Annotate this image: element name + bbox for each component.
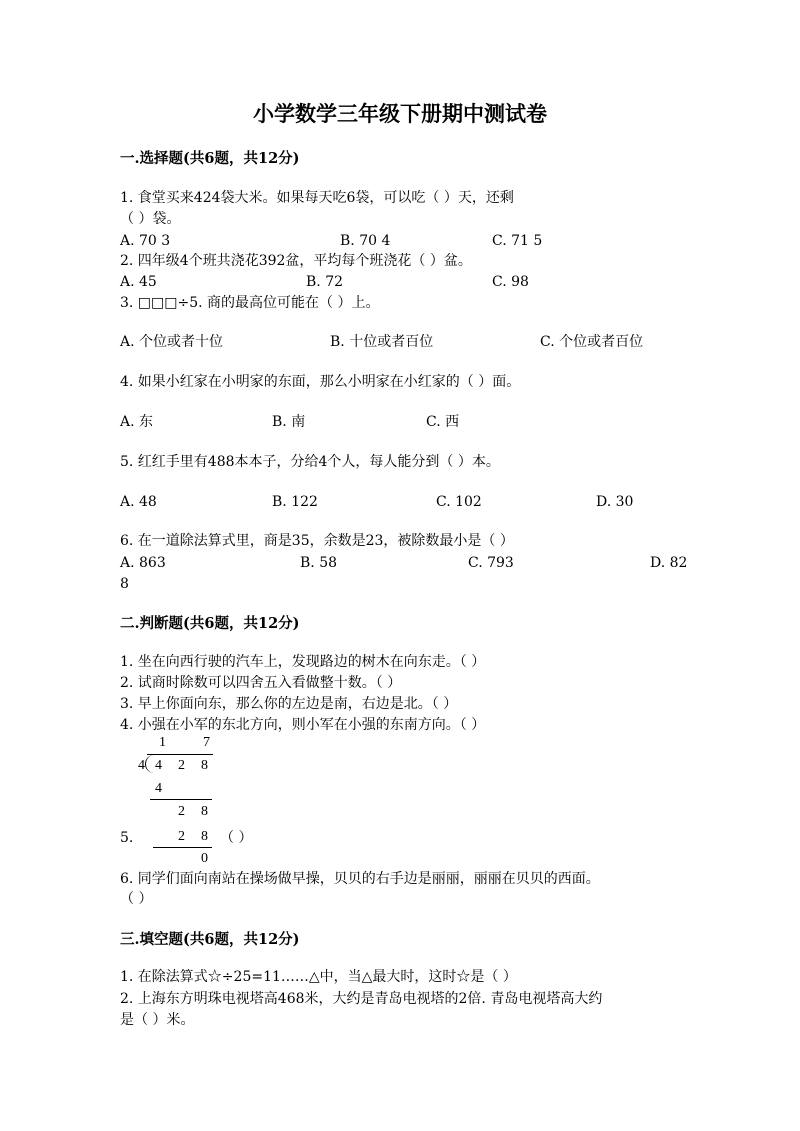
remainder: 0 xyxy=(201,851,208,866)
step3-digit-1: 2 xyxy=(178,829,185,844)
s1-q6-option-c: C. 793 xyxy=(468,555,514,571)
s1-q5-option-b: B. 122 xyxy=(272,494,318,510)
quotient-digit-1: 1 xyxy=(159,735,166,750)
s2-q5-number: 5. xyxy=(120,830,134,846)
s1-q4: 4. 如果小红家在小明家的东面，那么小明家在小红家的（ ）面。 xyxy=(120,374,521,390)
s1-q1-option-b: B. 70 4 xyxy=(340,233,391,249)
s1-q4-option-b: B. 南 xyxy=(272,414,306,430)
divisor: 4 xyxy=(138,758,145,773)
division-top-line xyxy=(147,754,213,755)
s1-q6: 6. 在一道除法算式里，商是35，余数是23，被除数最小是（ ） xyxy=(120,533,514,549)
s2-q3: 3. 早上你面向东，那么你的左边是南，右边是北。（ ） xyxy=(120,696,458,712)
s1-q1-line2: （ ）袋。 xyxy=(120,211,181,227)
s1-q5-option-c: C. 102 xyxy=(436,494,482,510)
s3-q2-line1: 2. 上海东方明珠电视塔高468米，大约是青岛电视塔的2倍. 青岛电视塔高大约 xyxy=(120,991,603,1007)
s3-q2-line2: 是（ ）米。 xyxy=(120,1012,195,1028)
s1-q5-option-d: D. 30 xyxy=(596,494,634,510)
s1-q6-option-a: A. 863 xyxy=(120,555,166,571)
s1-q4-option-c: C. 西 xyxy=(426,414,460,430)
dividend-digit-2: 2 xyxy=(178,758,185,773)
s1-q6-option-d-wrap: 8 xyxy=(120,576,129,592)
s1-q3-option-a: A. 个位或者十位 xyxy=(120,334,224,350)
division-line-1 xyxy=(150,799,212,800)
s1-q1-option-c: C. 71 5 xyxy=(492,233,543,249)
s3-q1: 1. 在除法算式☆÷25=11……△中，当△最大时，这时☆是（ ） xyxy=(120,969,517,985)
dividend-digit-1: 4 xyxy=(155,758,162,773)
s1-q6-option-d: D. 82 xyxy=(650,555,688,571)
section-1-heading: 一.选择题(共6题，共12分) xyxy=(120,150,300,167)
s1-q2-option-a: A. 45 xyxy=(120,274,157,290)
step2-digit-1: 2 xyxy=(178,804,185,819)
division-line-2 xyxy=(153,847,212,848)
s2-q5-paren: （ ） xyxy=(220,830,253,846)
section-3-heading: 三.填空题(共6题，共12分) xyxy=(120,931,300,948)
s1-q6-option-b: B. 58 xyxy=(300,555,338,571)
step1-digit: 4 xyxy=(155,781,162,796)
quotient-digit-2: 7 xyxy=(203,735,210,750)
s1-q4-option-a: A. 东 xyxy=(120,414,154,430)
s1-q2-option-c: C. 98 xyxy=(492,274,529,290)
section-2-heading: 二.判断题(共6题，共12分) xyxy=(120,615,300,632)
s1-q5-option-a: A. 48 xyxy=(120,494,157,510)
s1-q3-option-c: C. 个位或者百位 xyxy=(540,334,644,350)
s1-q2: 2. 四年级4个班共浇花392盆，平均每个班浇花（ ）盆。 xyxy=(120,253,472,269)
page-title: 小学数学三年级下册期中测试卷 xyxy=(253,101,547,126)
s2-q1: 1. 坐在向西行驶的汽车上，发现路边的树木在向东走。（ ） xyxy=(120,654,486,670)
s1-q1-option-a: A. 70 3 xyxy=(120,233,171,249)
s2-q6-line1: 6. 同学们面向南站在操场做早操，贝贝的右手边是丽丽，丽丽在贝贝的西面。 xyxy=(120,871,600,887)
s2-q6-line2: （ ） xyxy=(120,891,153,907)
step3-digit-2: 8 xyxy=(201,829,208,844)
s1-q5: 5. 红红手里有488本本子，分给4个人，每人能分到（ ）本。 xyxy=(120,454,500,470)
s1-q3-option-b: B. 十位或者百位 xyxy=(330,334,434,350)
s1-q1-line1: 1. 食堂买来424袋大米。如果每天吃6袋，可以吃（ ）天，还剩 xyxy=(120,190,514,206)
dividend-digit-3: 8 xyxy=(201,758,208,773)
s1-q3: 3. □□□÷5. 商的最高位可能在（ ）上。 xyxy=(120,295,380,311)
s2-q2: 2. 试商时除数可以四舍五入看做整十数。（ ） xyxy=(120,675,402,691)
step2-digit-2: 8 xyxy=(201,804,208,819)
s1-q2-option-b: B. 72 xyxy=(306,274,344,290)
s2-q4: 4. 小强在小军的东北方向，则小军在小强的东南方向。（ ） xyxy=(120,717,486,733)
